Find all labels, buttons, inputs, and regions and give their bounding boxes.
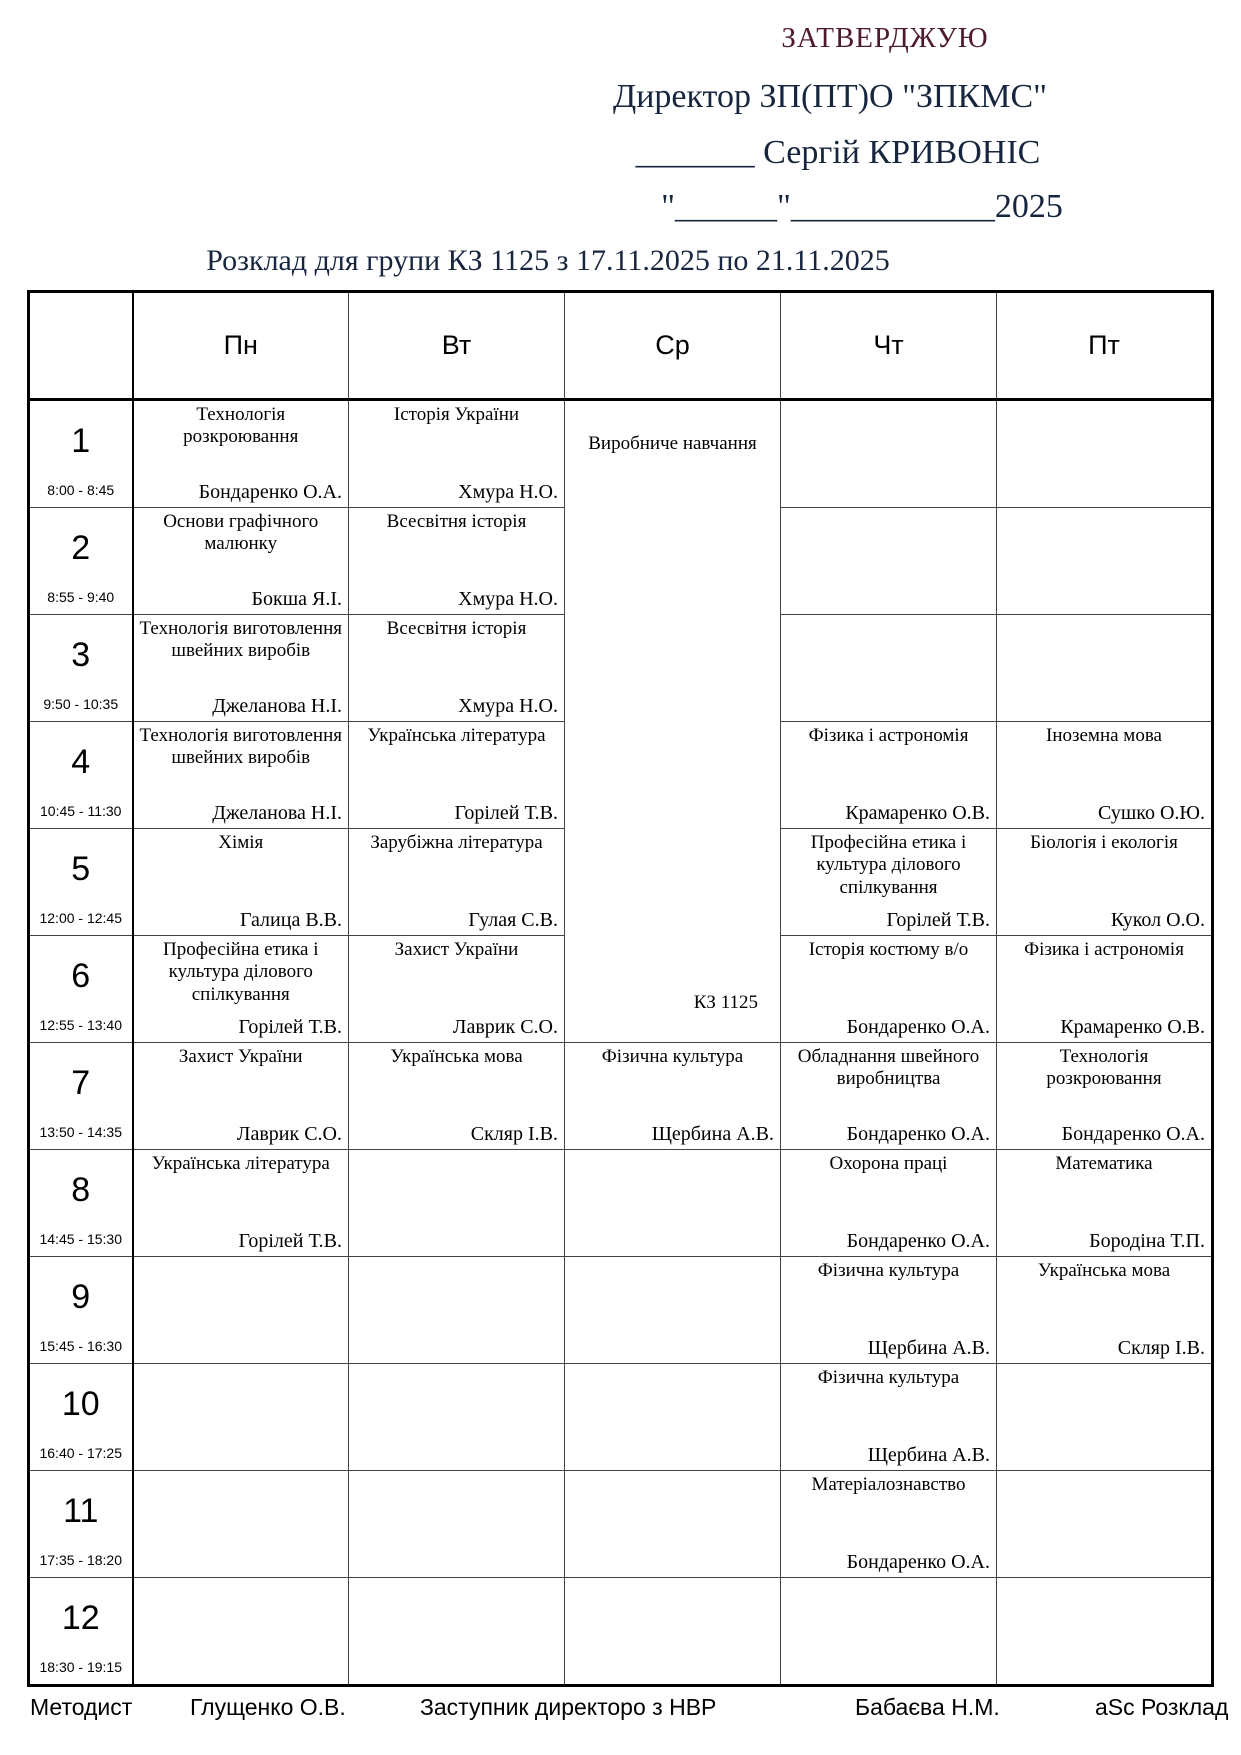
teacher-label: Щербина А.В. (867, 1337, 990, 1359)
teacher-label: Скляр І.В. (1117, 1337, 1205, 1359)
teacher-label: Джеланова Н.І. (212, 695, 342, 717)
teacher-label: Крамаренко О.В. (845, 802, 990, 824)
lesson-cell (565, 1043, 781, 1150)
period-number: 7 (71, 1064, 91, 1102)
director-name-line: _______ Сергій КРИВОНІС (635, 134, 1041, 171)
lesson-cell (133, 722, 349, 829)
period-number: 11 (63, 1492, 99, 1530)
teacher-label: Лаврик С.О. (236, 1123, 342, 1145)
lesson-cell (349, 829, 565, 936)
subject-label: Професійна етика і культура ділового спілкування (163, 939, 319, 1005)
teacher-label: Бондаренко О.А. (1061, 1123, 1205, 1145)
subject-label: Фізична культура (601, 1046, 744, 1067)
subject-label: Всесвітня історія (386, 511, 527, 532)
empty-cell (349, 1150, 565, 1257)
subject-label: Українська література (367, 725, 546, 746)
period-time: 12:00 - 12:45 (39, 910, 122, 926)
lesson-cell (997, 1257, 1213, 1364)
teacher-label: Бондаренко О.А. (198, 481, 342, 503)
lesson-cell (997, 1043, 1213, 1150)
footer-label: Методист (30, 1694, 133, 1720)
empty-cell (997, 1471, 1213, 1578)
teacher-label: Горілей Т.В. (886, 909, 990, 931)
day-header: Ср (565, 292, 781, 400)
group-label: КЗ 1125 (693, 992, 758, 1013)
empty-cell (565, 1364, 781, 1471)
period-cell (29, 936, 133, 1043)
date-line: "______"____________2025 (661, 188, 1063, 225)
lesson-cell (349, 508, 565, 615)
lesson-cell (133, 1150, 349, 1257)
schedule-header (29, 292, 1213, 400)
period-time: 15:45 - 16:30 (39, 1338, 122, 1354)
lesson-cell (133, 1043, 349, 1150)
lesson-cell (781, 1257, 997, 1364)
empty-cell (781, 1578, 997, 1686)
period-cell (29, 1150, 133, 1257)
subject-label: Математика (1055, 1153, 1153, 1174)
subject-label: Фізична культура (817, 1367, 960, 1388)
period-number: 10 (61, 1385, 100, 1423)
teacher-label: Сушко О.Ю. (1098, 802, 1205, 824)
lesson-cell (781, 722, 997, 829)
lesson-cell (997, 829, 1213, 936)
empty-cell (781, 615, 997, 722)
empty-cell (133, 1471, 349, 1578)
subject-label: Технологія розкроювання (183, 404, 299, 448)
lesson-cell (349, 722, 565, 829)
subject-label: Всесвітня історія (386, 618, 527, 639)
lesson-cell (781, 829, 997, 936)
period-cell (29, 1364, 133, 1471)
period-cell (29, 722, 133, 829)
subject-label: Захист України (394, 939, 519, 960)
teacher-label: Горілей Т.В. (238, 1016, 342, 1038)
footer-label: Глущенко О.В. (190, 1694, 346, 1720)
subject-label: Історія костюму в/о (808, 939, 969, 960)
lesson-cell (781, 1043, 997, 1150)
teacher-label: Горілей Т.В. (454, 802, 558, 824)
period-number: 8 (71, 1171, 91, 1209)
teacher-label: Кукол О.О. (1110, 909, 1205, 931)
lesson-cell (133, 936, 349, 1043)
period-cell (29, 829, 133, 936)
lesson-cell (781, 1364, 997, 1471)
empty-cell (565, 1257, 781, 1364)
lesson-cell (781, 936, 997, 1043)
lesson-cell (781, 1150, 997, 1257)
schedule-row (29, 1150, 1213, 1257)
subject-label: Основи графічного малюнку (163, 511, 319, 555)
period-number: 2 (71, 529, 91, 567)
subject-label: Українська література (151, 1153, 330, 1174)
period-number: 1 (71, 422, 91, 460)
teacher-label: Бондаренко О.А. (846, 1016, 990, 1038)
day-header: Чт (781, 292, 997, 400)
teacher-label: Хмура Н.О. (458, 588, 558, 610)
period-cell (29, 400, 133, 508)
subject-label: Охорона праці (829, 1153, 948, 1174)
teacher-label: Хмура Н.О. (458, 481, 558, 503)
empty-cell (997, 1364, 1213, 1471)
schedule-row (29, 1043, 1213, 1150)
teacher-label: Скляр І.В. (470, 1123, 558, 1145)
teacher-label: Щербина А.В. (651, 1123, 774, 1145)
footer-label: Заступник директоро з НВР (420, 1694, 717, 1720)
empty-cell (565, 1150, 781, 1257)
subject-label: Біологія і екологія (1030, 832, 1178, 853)
teacher-label: Бондаренко О.А. (846, 1230, 990, 1252)
teacher-label: Щербина А.В. (867, 1444, 990, 1466)
period-number: 9 (71, 1278, 91, 1316)
schedule-row (29, 1471, 1213, 1578)
day-header: Пн (133, 292, 349, 400)
empty-cell (349, 1578, 565, 1686)
teacher-label: Джеланова Н.І. (212, 802, 342, 824)
teacher-label: Лаврик С.О. (452, 1016, 558, 1038)
teacher-label: Бородіна Т.П. (1089, 1230, 1205, 1252)
subject-label: Фізика і астрономія (808, 725, 969, 746)
subject-label: Обладнання швейного виробництва (797, 1046, 980, 1090)
lesson-cell (133, 508, 349, 615)
subject-label: Зарубіжна література (370, 832, 543, 853)
schedule-row (29, 400, 1213, 508)
footer-label: Бабаєва Н.М. (855, 1694, 1000, 1720)
empty-cell (781, 400, 997, 508)
teacher-label: Крамаренко О.В. (1060, 1016, 1205, 1038)
period-number: 3 (71, 636, 91, 674)
lesson-cell (349, 936, 565, 1043)
empty-cell (349, 1471, 565, 1578)
subject-label: Фізична культура (817, 1260, 960, 1281)
empty-cell (565, 1471, 781, 1578)
schedule-row (29, 1578, 1213, 1686)
subject-label: Фізика і астрономія (1024, 939, 1184, 960)
teacher-label: Бондаренко О.А. (846, 1123, 990, 1145)
day-header: Вт (349, 292, 565, 400)
teacher-label: Галица В.В. (239, 909, 342, 931)
teacher-label: Хмура Н.О. (458, 695, 558, 717)
period-cell (29, 1043, 133, 1150)
subject-label: Виробниче навчання (588, 433, 757, 454)
lesson-cell (781, 1471, 997, 1578)
subject-label: Професійна етика і культура ділового спілкування (810, 832, 967, 898)
period-time: 8:55 - 9:40 (47, 589, 115, 605)
teacher-label: Бондаренко О.А. (846, 1551, 990, 1573)
empty-cell (997, 615, 1213, 722)
period-cell (29, 1471, 133, 1578)
day-header-row (29, 292, 1213, 400)
lesson-cell (349, 400, 565, 508)
schedule-table (27, 290, 1214, 1687)
lesson-cell (133, 829, 349, 936)
empty-cell (133, 1364, 349, 1471)
empty-cell (997, 1578, 1213, 1686)
period-number: 6 (71, 957, 91, 995)
empty-cell (133, 1257, 349, 1364)
lesson-cell (997, 936, 1213, 1043)
day-header: Пт (997, 292, 1213, 400)
period-time: 9:50 - 10:35 (43, 696, 119, 712)
period-time: 14:45 - 15:30 (39, 1231, 122, 1247)
teacher-label: Гулая С.В. (468, 909, 558, 931)
period-time: 12:55 - 13:40 (39, 1017, 122, 1033)
period-number: 12 (61, 1599, 100, 1637)
period-time: 16:40 - 17:25 (39, 1445, 122, 1461)
period-time: 17:35 - 18:20 (39, 1552, 122, 1568)
schedule-row (29, 1257, 1213, 1364)
lesson-cell (997, 722, 1213, 829)
subject-label: Українська мова (1037, 1260, 1171, 1281)
schedule-row (29, 1364, 1213, 1471)
teacher-label: Горілей Т.В. (238, 1230, 342, 1252)
empty-cell (997, 400, 1213, 508)
period-cell (29, 1257, 133, 1364)
footer-label: aSc Розклад (1095, 1694, 1229, 1720)
subject-label: Хімія (218, 832, 264, 853)
corner-cell (29, 292, 133, 400)
empty-cell (565, 1578, 781, 1686)
period-cell (29, 615, 133, 722)
period-time: 13:50 - 14:35 (39, 1124, 122, 1140)
empty-cell (349, 1364, 565, 1471)
subject-label: Українська мова (390, 1046, 523, 1067)
lesson-cell (997, 1150, 1213, 1257)
approval-stamp-label: ЗАТВЕРДЖУЮ (781, 22, 989, 54)
subject-label: Іноземна мова (1046, 725, 1162, 746)
schedule-body (29, 400, 1213, 1686)
empty-cell (349, 1257, 565, 1364)
period-time: 10:45 - 11:30 (40, 803, 122, 819)
period-time: 18:30 - 19:15 (39, 1659, 122, 1675)
subject-label: Технологія розкроювання (1046, 1046, 1162, 1090)
director-line: Директор ЗП(ПТ)О "ЗПКМС" (613, 78, 1047, 115)
page-title: Розклад для групи КЗ 1125 з 17.11.2025 по 21.11.2025 (206, 244, 890, 277)
teacher-label: Бокша Я.І. (251, 588, 342, 610)
lesson-cell (133, 615, 349, 722)
period-number: 4 (71, 743, 91, 781)
merged-practice-cell (565, 400, 781, 1043)
period-number: 5 (71, 850, 91, 888)
lesson-cell (349, 615, 565, 722)
subject-label: Матеріалознавство (811, 1474, 966, 1495)
empty-cell (997, 508, 1213, 615)
subject-label: Технологія виготовлення швейних виробів (139, 725, 342, 769)
subject-label: Історія України (393, 404, 520, 425)
period-time: 8:00 - 8:45 (47, 482, 115, 498)
lesson-cell (349, 1043, 565, 1150)
empty-cell (133, 1578, 349, 1686)
period-cell (29, 1578, 133, 1686)
lesson-cell (133, 400, 349, 508)
subject-label: Захист України (178, 1046, 303, 1067)
subject-label: Технологія виготовлення швейних виробів (139, 618, 342, 662)
empty-cell (781, 508, 997, 615)
period-cell (29, 508, 133, 615)
